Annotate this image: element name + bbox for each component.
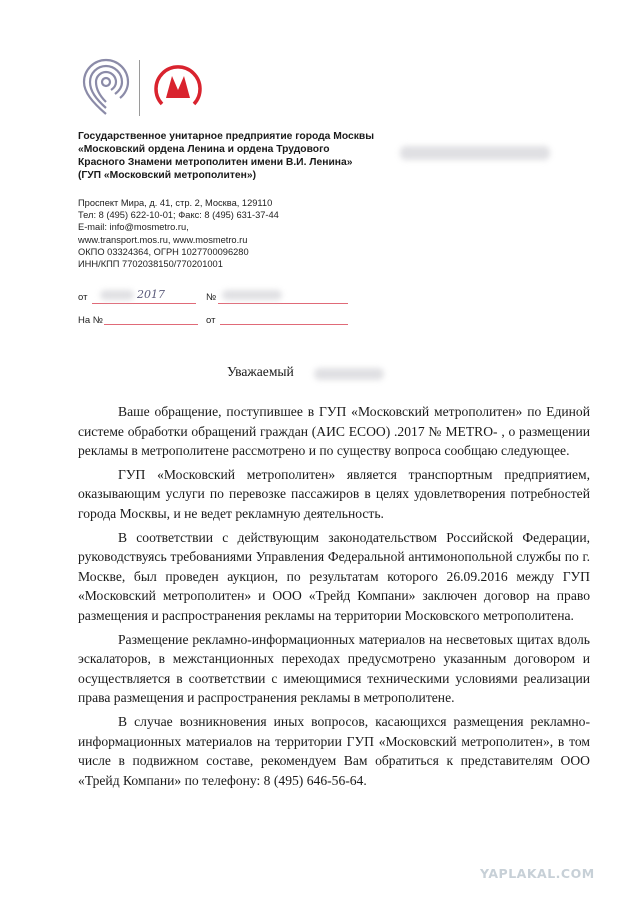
org-line: Красного Знамени метрополитен имени В.И. Ленина»: [78, 157, 353, 168]
reg-date-label: от: [78, 292, 88, 303]
org-line: Государственное унитарное предприятие города Москвы: [78, 131, 374, 142]
reg-date-line: [92, 303, 196, 304]
watermark: YAPLAKAL.COM: [480, 866, 595, 881]
reg-date-handwritten: 2017: [137, 288, 165, 301]
contact-line: ИНН/КПП 7702038150/770201001: [78, 259, 223, 270]
contact-line: Проспект Мира, д. 41, стр. 2, Москва, 129110: [78, 198, 273, 208]
ref-date-label: от: [206, 315, 216, 326]
paragraph: В случае возникновения иных вопросов, касающихся размещения рекламно-информационных материалов на территории ГУП «Московский метрополитен», в том числе в подвижном составе, рекомендуем Вам обратиться к представителям ООО «Трейд Компани» по телефону: 8 (495) 646-56-64.: [78, 713, 590, 788]
letter-body: [78, 402, 590, 794]
contact-line: www.transport.mos.ru, www.mosmetro.ru: [78, 234, 248, 245]
contact-line: E-mail: info@mosmetro.ru,: [78, 222, 189, 233]
org-contacts: [78, 197, 398, 270]
logo-divider: [139, 60, 140, 116]
paragraph: В соответствии с действующим законодательством Российской Федерации, руководствуясь требованиями Управления Федеральной антимонопольной службы по г. Москве, был проведен аукцион, по результатам которого 26.09.2016 между ГУП «Московский метрополитен» и ООО «Трейд Компани» заключен договор на право размещения и распространения рекламы на территории Московского метрополитена.: [78, 529, 590, 623]
redacted-number: [222, 290, 282, 300]
reg-number-line: [218, 303, 348, 304]
ref-date-line: [220, 324, 348, 325]
greeting: Уважаемый: [227, 364, 294, 379]
redacted-recipient: [400, 146, 550, 160]
org-line: «Московский ордена Ленина и ордена Трудового: [78, 144, 330, 155]
paragraph: Ваше обращение, поступившее в ГУП «Московский метрополитен» по Единой системе обработки обращений граждан (АИС ЕСОО) .2017 № METRO- , о размещении рекламы в метрополитене рассмотрено и по существу вопроса сообщаю следующее.: [78, 404, 590, 459]
ref-number-label: На №: [78, 315, 103, 326]
ref-number-line: [104, 324, 198, 325]
metro-logo-icon: [152, 60, 204, 116]
letterhead-logos: [78, 58, 208, 118]
redacted-date: [100, 290, 134, 300]
org-line: (ГУП «Московский метрополитен»): [78, 170, 256, 181]
paragraph: ГУП «Московский метрополитен» является транспортным предприятием, оказывающим услуги по перевозке пассажиров в целях удовлетворения потребностей города Москвы, и не ведет рекламную деятельность.: [78, 466, 590, 521]
transport-logo-icon: [78, 58, 134, 118]
reg-number-label: №: [206, 292, 217, 303]
redacted-name: [314, 368, 384, 380]
contact-line: ОКПО 03324364, ОГРН 1027700096280: [78, 246, 249, 257]
org-name: [78, 130, 398, 182]
contact-line: Тел: 8 (495) 622-10-01; Факс: 8 (495) 631-37-44: [78, 210, 279, 221]
paragraph: Размещение рекламно-информационных материалов на несветовых щитах вдоль эскалаторов, в межстанционных переходах предусмотрено указанным договором и осуществляется в соответствии с имеющимися техническими условиями реализации права размещения и распространения рекламы в метрополитене.: [78, 631, 590, 706]
